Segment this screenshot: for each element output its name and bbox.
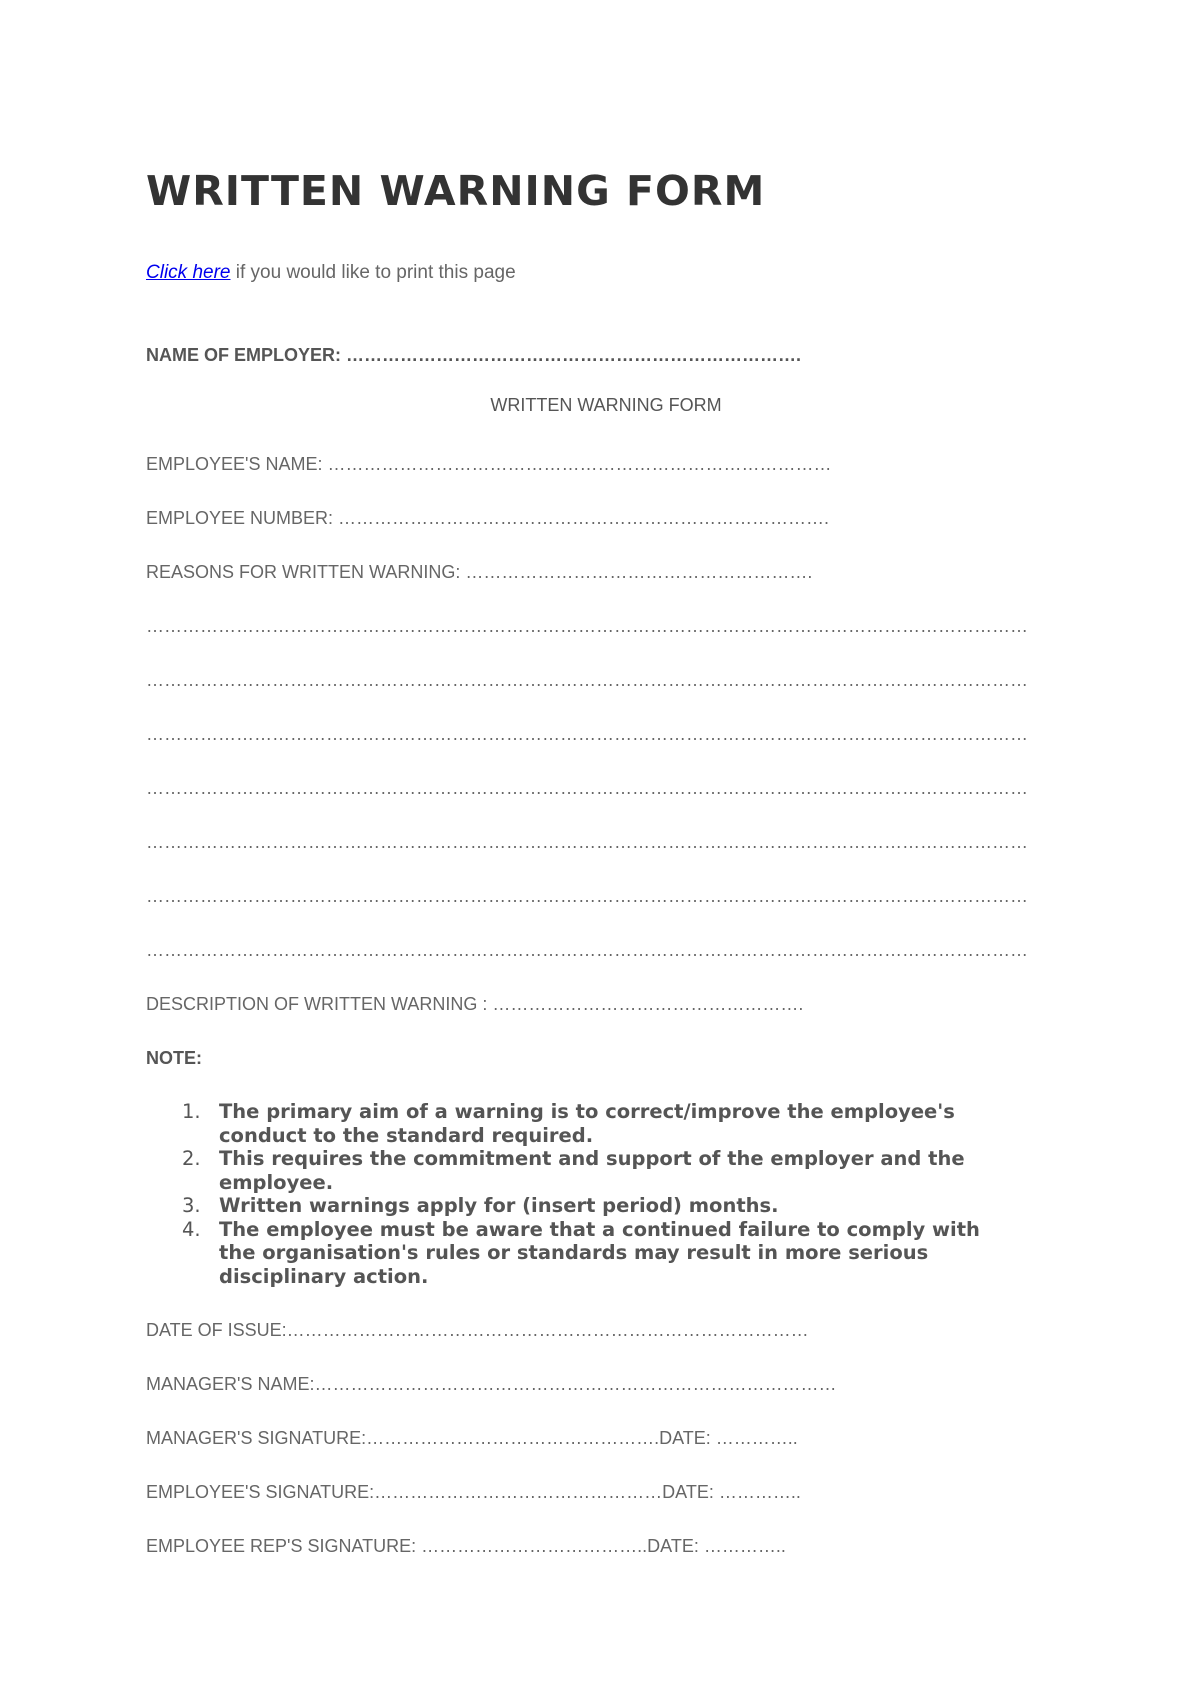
date-of-issue-field: DATE OF ISSUE:…………………………………………………………………………… [146,1320,809,1340]
note-item [182,1147,993,1194]
reasons-dotted-line: ………………………………………………………………………………………………………………………………… [146,670,1028,690]
employee-rep-signature-field: EMPLOYEE REP'S SIGNATURE: ………………………………..DATE: ………….. [146,1536,786,1556]
note-text: Written warnings apply for (insert period) months. [219,1194,779,1217]
note-number: 1. [182,1100,201,1123]
reasons-dotted-line: ………………………………………………………………………………………………………………………………… [146,778,1028,798]
reasons-dotted-line: ………………………………………………………………………………………………………………………………… [146,616,1028,636]
page-title: WRITTEN WARNING FORM [146,167,766,215]
note-number: 4. [182,1217,201,1241]
description-field: DESCRIPTION OF WRITTEN WARNING : ……………………………………………. [146,994,804,1014]
note-text: The employee must be aware that a continued failure to comply with the organisation's rules or standards may result in more serious disciplinary action. [219,1217,980,1288]
manager-signature-field: MANAGER'S SIGNATURE:………………………………………….DATE: ………….. [146,1428,798,1448]
notes-list [146,1100,993,1288]
reasons-dotted-line: ………………………………………………………………………………………………………………………………… [146,940,1028,960]
print-instruction-text: if you would like to print this page [230,262,516,283]
note-label: NOTE: [146,1048,202,1068]
employee-number-field: EMPLOYEE NUMBER: ………………………………………………………………………. [146,508,830,528]
reasons-dotted-line: ………………………………………………………………………………………………………………………………… [146,832,1028,852]
reasons-field: REASONS FOR WRITTEN WARNING: …………………………………………………. [146,562,813,582]
note-number: 3. [182,1194,201,1217]
note-item [182,1217,993,1289]
employer-name-field: NAME OF EMPLOYER: …………………………………………………………………. [146,345,802,365]
note-number: 2. [182,1147,201,1170]
note-text: The primary aim of a warning is to correct/improve the employee's conduct to the standard required. [219,1100,955,1147]
reasons-dotted-line: ………………………………………………………………………………………………………………………………… [146,886,1028,906]
note-text: This requires the commitment and support of the employer and the employee. [219,1147,965,1194]
note-item [182,1194,993,1218]
employee-signature-field: EMPLOYEE'S SIGNATURE:…………………………………………DATE: ………….. [146,1482,801,1502]
form-title: WRITTEN WARNING FORM [490,395,722,415]
print-instruction [146,262,516,284]
note-item [182,1100,993,1147]
reasons-dotted-line: ………………………………………………………………………………………………………………………………… [146,724,1028,744]
manager-name-field: MANAGER'S NAME:…………………………………………………………………………… [146,1374,837,1394]
print-link[interactable]: Click here [146,262,231,283]
employee-name-field: EMPLOYEE'S NAME: ………………………………………………………………………… [146,454,832,474]
